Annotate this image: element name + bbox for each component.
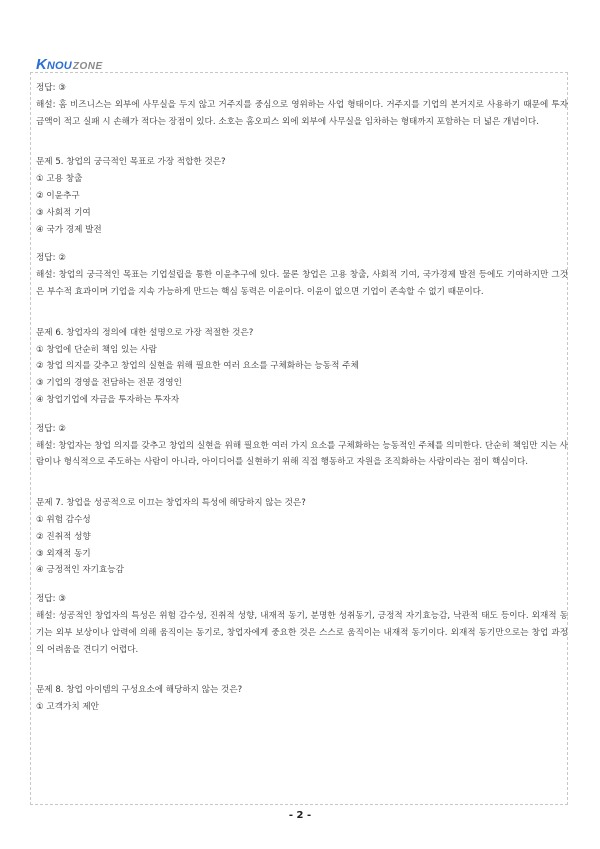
q5-option-2: ② 이윤추구 bbox=[36, 190, 80, 201]
q6-option-1: ① 창업에 단순히 책임 있는 사람 bbox=[36, 344, 157, 355]
knouzone-logo bbox=[36, 56, 103, 72]
answer-4: 정답: ③ bbox=[36, 83, 66, 93]
logo-zone: ZONE bbox=[72, 61, 103, 72]
q5-option-3: ③ 사회적 기여 bbox=[36, 207, 91, 218]
q7-option-4: ④ 긍정적인 자기효능감 bbox=[36, 565, 124, 576]
q6-option-4: ④ 창업기업에 자금을 투자하는 투자자 bbox=[36, 394, 180, 405]
logo-k: K bbox=[36, 56, 47, 73]
explanation-6: 해설: 창업자는 창업 의지를 갖추고 창업의 실현을 위해 필요한 여러 가지 요소를 구체화하는 능동적인 주체를 의미한다. 단순히 책임만 지는 사람이나 형식적으로 주도하는 사람이 아니라, 아이디어를 실현하기 위해 직접 행동하고 자원을 조직화하는 사람이라는 점이 핵심이다. bbox=[36, 440, 568, 468]
document-body bbox=[36, 80, 568, 716]
answer-6: 정답: ② bbox=[36, 423, 66, 434]
answer-7: 정답: ③ bbox=[36, 594, 66, 605]
explanation-7: 해설: 성공적인 창업자의 특성은 위험 감수성, 진취적 성향, 내재적 동기, 분명한 성취동기, 긍정적 자기효능감, 낙관적 태도 등이다. 외재적 동기는 외부 보상이나 압력에 의해 움직이는 동기로, 창업자에게 중요한 것은 스스로 움직이는 내재적 동기이다. 외재적 동기만으로는 창업 과정의 어려움을 견디기 어렵다. bbox=[36, 610, 568, 655]
q7-option-2: ② 진취적 성향 bbox=[36, 531, 91, 542]
q5-option-4: ④ 국가 경제 발전 bbox=[36, 224, 102, 235]
explanation-4: 해설: 홈 비즈니스는 외부에 사무실을 두지 않고 거주지를 중심으로 영위하는 사업 형태이다. 거주지를 기업의 본거지로 사용하기 때문에 투자금액이 적고 실패 시 손해가 적다는 장점이 있다. 소호는 홈오피스 외에 외부에 사무실을 임차하는 형태까지 포함하는 더 넓은 개념이다. bbox=[36, 99, 568, 127]
explanation-5: 해설: 창업의 궁극적인 목표는 기업설립을 통한 이윤추구에 있다. 물론 창업은 고용 창출, 사회적 기여, 국가경제 발전 등에도 기여하지만 그것은 부수적 효과이며 기업을 지속 가능하게 만드는 핵심 동력은 이윤이다. 이윤이 없으면 기업이 존속할 수 없기 때문이다. bbox=[36, 270, 568, 297]
q6-option-2: ② 창업 의지를 갖추고 창업의 실현을 위해 필요한 여러 요소를 구체화하는 능동적 주체 bbox=[36, 361, 359, 372]
question-6: 문제 6. 창업자의 정의에 대한 설명으로 가장 적절한 것은? bbox=[36, 327, 254, 338]
answer-5: 정답: ② bbox=[36, 253, 66, 264]
q5-option-1: ① 고용 창출 bbox=[36, 174, 83, 185]
logo-nou: NOU bbox=[46, 60, 72, 72]
question-8: 문제 8. 창업 아이템의 구성요소에 해당하지 않는 것은? bbox=[36, 685, 243, 696]
q7-option-3: ③ 외재적 동기 bbox=[36, 548, 91, 559]
q6-option-3: ③ 기업의 경영을 전담하는 전문 경영인 bbox=[36, 378, 182, 389]
question-7: 문제 7. 창업을 성공적으로 이끄는 창업자의 특성에 해당하지 않는 것은? bbox=[36, 498, 306, 509]
page-number: - 2 - bbox=[288, 810, 312, 821]
q8-option-1: ① 고객가치 제안 bbox=[36, 702, 99, 713]
question-5: 문제 5. 창업의 궁극적인 목표로 가장 적합한 것은? bbox=[36, 157, 226, 168]
q7-option-1: ① 위험 감수성 bbox=[36, 514, 91, 525]
